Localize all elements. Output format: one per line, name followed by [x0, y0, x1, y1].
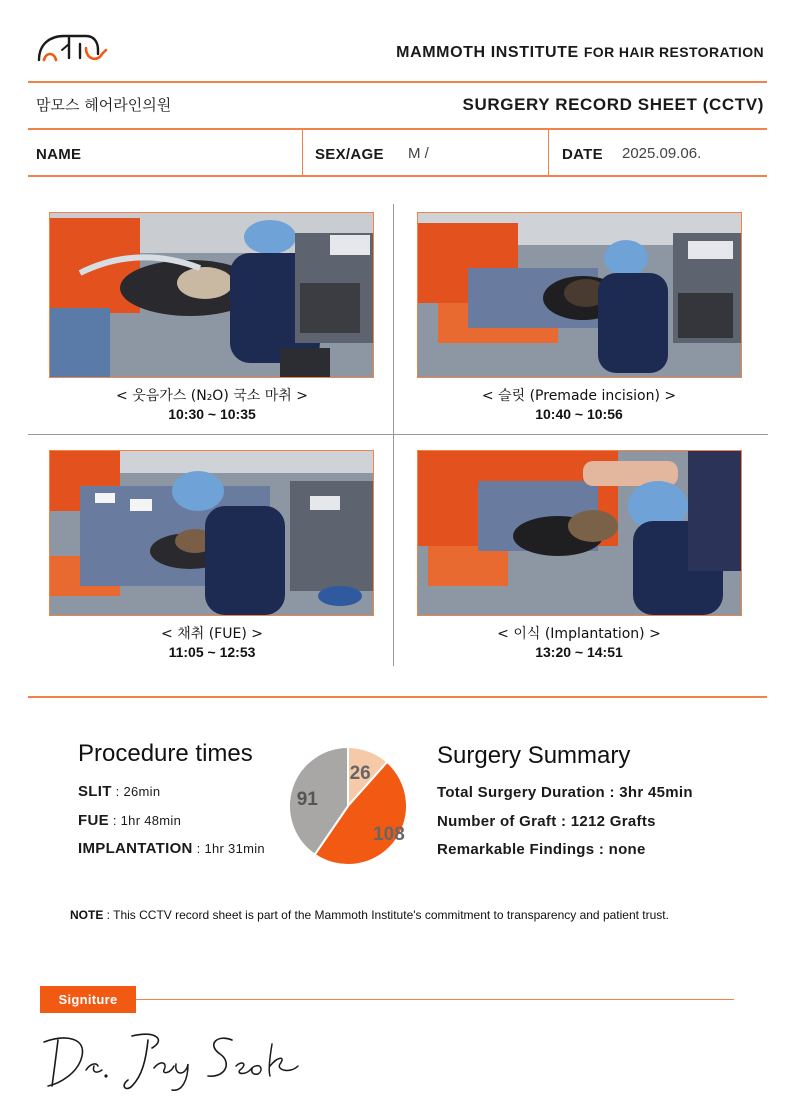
procedure-item-slit: [78, 783, 160, 800]
korean-clinic-name: 맘모스 헤어라인의원: [36, 96, 172, 114]
date-label: DATE: [562, 146, 603, 163]
photo-caption-3: [42, 625, 382, 661]
info-divider-1: [302, 129, 303, 176]
institute-main: MAMMOTH INSTITUTE: [396, 44, 579, 61]
mammoth-logo-icon: [36, 30, 108, 66]
procedure-value: : 26min: [111, 784, 161, 799]
photo-time-3: 11:05 ~ 12:53: [168, 644, 256, 660]
header-divider: [28, 81, 767, 83]
photo-time-2: 10:40 ~ 10:56: [535, 406, 623, 422]
cctv-photo-anesthesia: [49, 212, 374, 378]
handwritten-signature: [36, 1026, 306, 1094]
summary-findings: Remarkable Findings : none: [437, 841, 646, 858]
surgery-summary-title: Surgery Summary: [437, 742, 631, 769]
procedure-times-pie-chart: [286, 744, 410, 868]
procedure-label: FUE: [78, 812, 109, 829]
photos-divider: [28, 696, 767, 698]
name-label: NAME: [36, 146, 82, 163]
signature-badge: Signiture: [40, 986, 136, 1013]
photo-step-3: < 채취 (FUE) >: [161, 626, 263, 642]
procedure-label: SLIT: [78, 783, 112, 800]
note-label: NOTE: [70, 908, 104, 922]
info-divider-bottom: [28, 175, 767, 177]
note: [70, 908, 669, 922]
procedure-label: IMPLANTATION: [78, 840, 193, 857]
photo-caption-4: [409, 625, 749, 661]
photo-step-2: < 슬릿 (Premade incision) >: [481, 388, 677, 404]
photo-time-4: 13:20 ~ 14:51: [535, 644, 623, 660]
photo-step-1: < 웃음가스 (N₂O) 국소 마취 >: [116, 388, 308, 404]
procedure-value: : 1hr 48min: [108, 813, 182, 828]
info-divider-2: [548, 129, 549, 176]
photo-grid-horizontal: [28, 434, 768, 435]
title-divider: [28, 128, 767, 130]
summary-duration: Total Surgery Duration : 3hr 45min: [437, 784, 693, 801]
procedure-item-fue: [78, 812, 181, 829]
photo-caption-1: [42, 387, 382, 423]
cctv-photo-implantation: [417, 450, 742, 616]
procedure-value: : 1hr 31min: [192, 841, 265, 856]
institute-name: [396, 44, 764, 62]
photo-time-1: 10:30 ~ 10:35: [168, 406, 256, 422]
pie-label-slit: 26: [349, 763, 371, 785]
date-value: 2025.09.06.: [622, 145, 702, 162]
summary-grafts: Number of Graft : 1212 Grafts: [437, 813, 656, 830]
photo-grid-vertical: [393, 204, 394, 666]
sexage-value: M /: [408, 145, 429, 162]
cctv-photo-slit: [417, 212, 742, 378]
photo-caption-2: [409, 387, 749, 423]
sexage-label: SEX/AGE: [315, 146, 384, 163]
procedure-times-title: Procedure times: [78, 740, 253, 767]
cctv-photo-fue: [49, 450, 374, 616]
institute-sub: FOR HAIR RESTORATION: [583, 44, 764, 60]
photo-step-4: < 이식 (Implantation) >: [497, 626, 661, 642]
procedure-item-implantation: [78, 840, 265, 857]
pie-label-fue: 108: [373, 824, 405, 846]
pie-label-implantation: 91: [296, 788, 318, 810]
signature-line: [136, 999, 734, 1000]
note-text: : This CCTV record sheet is part of the Mammoth Institute's commitment to transparency and patient trust.: [103, 908, 669, 922]
sheet-title: SURGERY RECORD SHEET (CCTV): [462, 95, 764, 114]
